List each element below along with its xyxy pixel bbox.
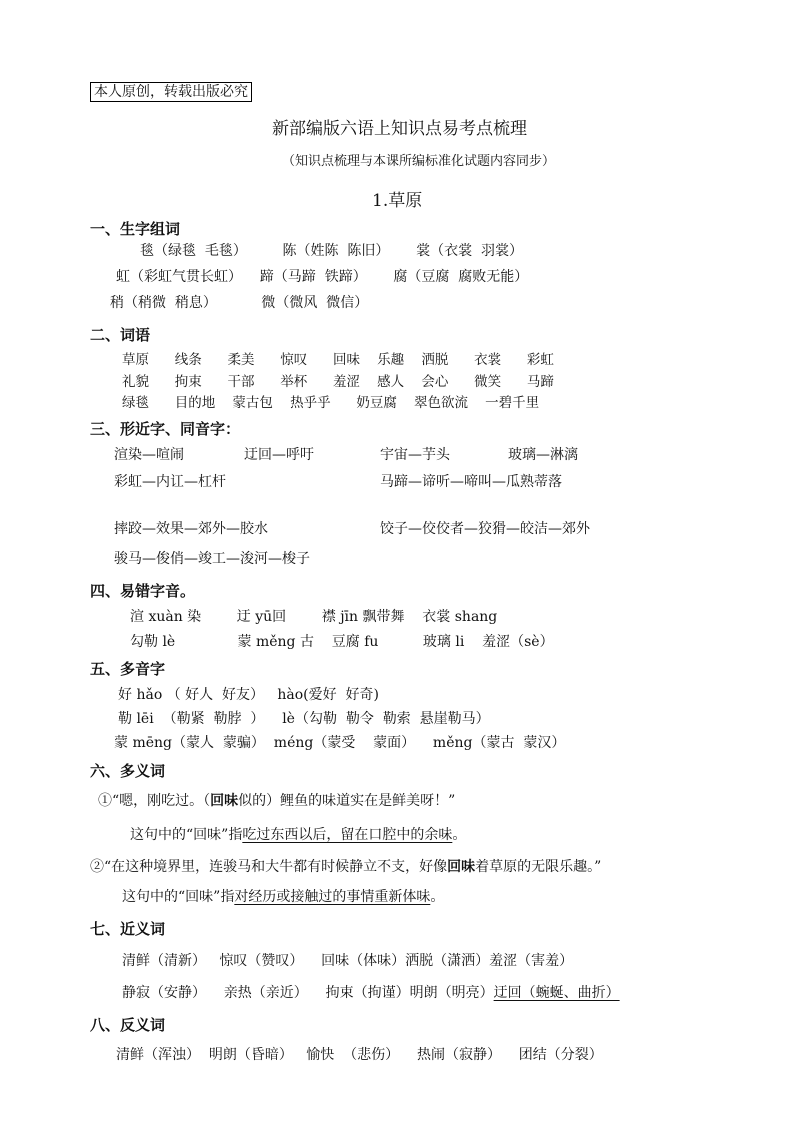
section-heading-8: 八、反义词 [90,1016,166,1034]
section-3-item: 宇宙—芋头 [380,447,450,463]
page-subtitle: （知识点梳理与本课所编标准化试题内容同步） [282,154,556,169]
polysemy-example-1: ①“嗯，刚吃过。（回味似的）鲤鱼的味道实在是鲜美呀！” [98,793,456,809]
lesson-title: 1.草原 [372,191,423,211]
polysemy-explanation-2: 这句中的“回味”指对经历或接触过的事情重新体味。 [122,889,445,905]
section-5-line-1: 好 hǎo （ 好人 好友） hào(爱好 好奇) [118,687,380,703]
section-3-item: 彩虹—内讧—杠杆 [114,474,226,490]
polysemy-explanation-1: 这句中的“回味”指吃过东西以后，留在口腔中的余味。 [130,827,467,843]
section-3-item: 玻璃—淋漓 [508,447,578,463]
section-5-line-2: 勒 lēi （勒紧 勒脖 ） lè（勾勒 勒令 勒索 悬崖勒马） [118,711,490,727]
section-1-line-1: 毯（绿毯 毛毯） 陈（姓陈 陈旧） 裳（衣裳 羽裳） [140,243,524,259]
section-3-item: 骏马—俊俏—竣工—浚河—梭子 [114,551,310,567]
section-heading-6: 六、多义词 [90,762,166,780]
section-1-line-2: 虹（彩虹气贯长虹） 蹄（马蹄 铁蹄） 腐（豆腐 腐败无能） [116,269,529,285]
section-heading-5: 五、多音字 [90,660,166,678]
section-heading-1: 一、生字组词 [90,220,181,238]
section-heading-2: 二、词语 [90,326,151,344]
section-4-line-2: 勾勒 lè 蒙 měng 古 豆腐 fu 玻璃 li 羞涩（sè） [130,634,554,650]
section-5-line-3: 蒙 mēng（蒙人 蒙骗） méng（蒙受 蒙面） měng（蒙古 蒙汉） [114,735,566,751]
section-1-line-3: 稍（稍微 稍息） 微（微风 微信） [110,295,369,311]
section-heading-3: 三、形近字、同音字： [90,420,241,438]
section-3-item: 迂回—呼吁 [244,447,314,463]
section-heading-4: 四、易错字音。 [90,582,196,600]
section-3-item: 摔跤—效果—郊外—胶水 [114,521,268,537]
synonym-line-1: 清鲜（清新） 惊叹（赞叹） 回味（体味）洒脱（潇洒）羞涩（害羞） [122,953,574,969]
copyright-stamp: 本人原创，转载出版必究 [90,82,252,102]
section-3-item: 渲染—喧闹 [114,447,184,463]
synonym-line-2: 静寂（安静） 亲热（亲近） 拘束（拘谨）明朗（明亮）迂回（蜿蜒、曲折） [122,985,620,1001]
section-2-line-1: 草原 线条 柔美 惊叹 回味 乐趣 洒脱 衣裳 彩虹 [122,352,554,368]
section-3-item: 马蹄—谛听—啼叫—瓜熟蒂落 [380,474,562,490]
section-2-line-3: 绿毯 目的地 蒙古包 热乎乎 奶豆腐 翠色欲流 一碧千里 [122,395,540,411]
section-heading-7: 七、近义词 [90,920,166,938]
section-3-item: 饺子—佼佼者—狡猾—皎洁—郊外 [380,521,590,537]
antonym-line-1: 清鲜（浑浊） 明朗（昏暗） 愉快 （悲伤） 热闹（寂静） 团结（分裂） [116,1047,603,1063]
polysemy-example-2: ②“在这种境界里，连骏马和大牛都有时候静立不支，好像回味着草原的无限乐趣。” [90,859,602,875]
page-title: 新部编版六语上知识点易考点梳理 [272,119,527,139]
section-2-line-2: 礼貌 拘束 干部 举杯 羞涩 感人 会心 微笑 马蹄 [122,374,554,390]
section-4-line-1: 渲 xuàn 染 迂 yū回 襟 jīn 飘带舞 衣裳 shang [130,609,498,625]
